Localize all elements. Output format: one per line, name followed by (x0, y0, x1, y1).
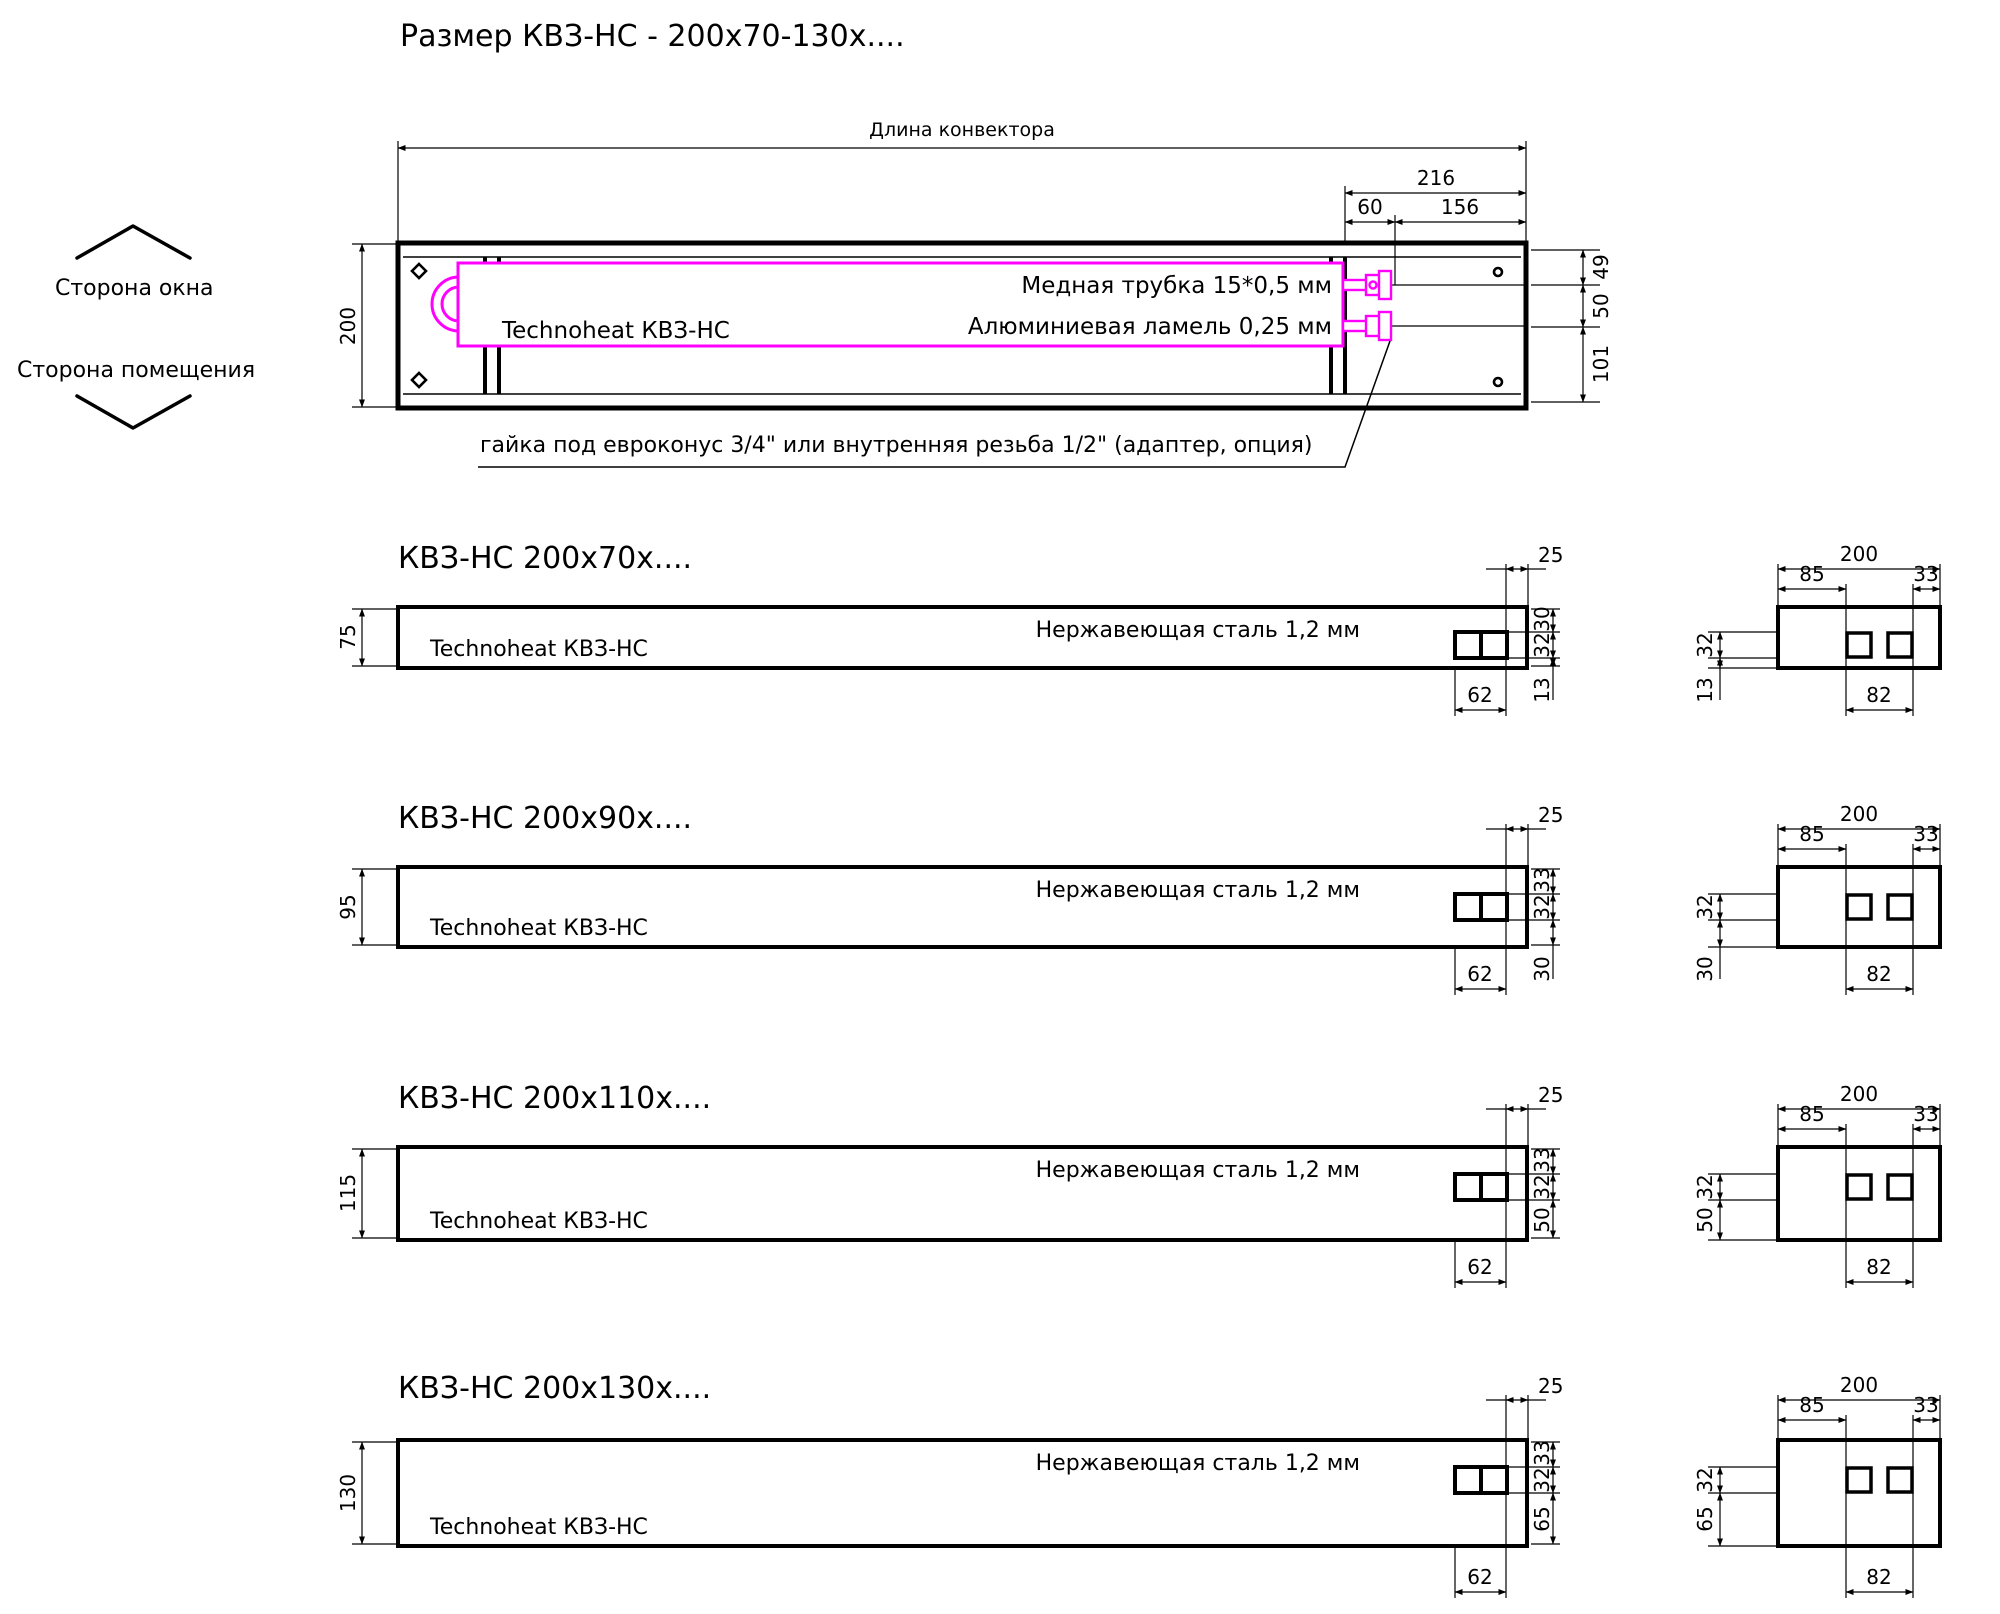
section-title: КВЗ-НС 200х110х.... (398, 1081, 712, 1116)
extension-lines (352, 824, 1560, 995)
tube-square-1 (1847, 633, 1871, 657)
brand-label-top-view: Technoheat КВЗ-НС (502, 318, 730, 344)
steel-label: Нержавеющая сталь 1,2 мм (1035, 1158, 1360, 1183)
u-bend-pipe (432, 277, 459, 331)
dim-label-seg-bot: 13 (1530, 677, 1554, 703)
room-side-label: Сторона помещения (17, 358, 256, 383)
dim-label-height: 130 (336, 1473, 360, 1513)
dim-label-25: 25 (1538, 543, 1564, 567)
section-title: КВЗ-НС 200х90х.... (398, 801, 693, 836)
brand-label: Technoheat КВЗ-НС (430, 916, 648, 941)
tube-square-1 (1847, 1175, 1871, 1199)
copper-tube-label: Медная трубка 15*0,5 мм (1021, 273, 1332, 299)
dim-label-156: 156 (1440, 195, 1480, 219)
aluminum-fin-label: Алюминиевая ламель 0,25 мм (967, 314, 1332, 340)
steel-label: Нержавеющая сталь 1,2 мм (1035, 1451, 1360, 1476)
extension-lines (352, 1395, 1560, 1598)
dim-label-seg-top: 33 (1530, 1440, 1554, 1466)
tube-square-1 (1847, 895, 1871, 919)
connection-fitting-bottom (1343, 312, 1391, 340)
dim-label-seg-bot: 30 (1530, 956, 1554, 982)
dim-label-seg-bot: 50 (1530, 1207, 1554, 1233)
dim-label-bot: 65 (1693, 1506, 1717, 1532)
dim-label-200: 200 (1839, 1373, 1879, 1397)
round-screw-hole-top (1494, 268, 1502, 276)
dim-label-62: 62 (1467, 683, 1493, 707)
end-view-200x90 (1693, 802, 1940, 995)
room-side-chevron-icon (77, 396, 190, 428)
dim-label-85: 85 (1799, 1393, 1825, 1417)
dim-label-216: 216 (1416, 166, 1456, 190)
steel-label: Нержавеющая сталь 1,2 мм (1035, 618, 1360, 643)
dim-label-height: 95 (336, 894, 360, 920)
section-title: КВЗ-НС 200х130х.... (398, 1371, 712, 1406)
steel-label: Нержавеющая сталь 1,2 мм (1035, 878, 1360, 903)
dim-label-62: 62 (1467, 1255, 1493, 1279)
dim-label-200: 200 (1839, 802, 1879, 826)
brand-label: Technoheat КВЗ-НС (430, 1209, 648, 1234)
dim-label-bot: 30 (1693, 956, 1717, 982)
dim-label-200: 200 (336, 306, 360, 346)
dim-label-49: 49 (1589, 254, 1613, 280)
dim-label-82: 82 (1866, 1255, 1892, 1279)
length-label: Длина конвектора (869, 119, 1055, 141)
tube-square-2 (1888, 895, 1912, 919)
section-title: КВЗ-НС 200х70х.... (398, 541, 693, 576)
dim-label-82: 82 (1866, 962, 1892, 986)
dim-label-seg-bot: 65 (1530, 1506, 1554, 1532)
dim-label-32: 32 (1693, 1467, 1717, 1493)
dim-label-seg-mid: 32 (1530, 632, 1554, 658)
dim-label-60: 60 (1357, 195, 1383, 219)
dim-label-82: 82 (1866, 683, 1892, 707)
dim-label-bot: 13 (1693, 677, 1717, 703)
brand-label: Technoheat КВЗ-НС (430, 637, 648, 662)
dim-label-85: 85 (1799, 1102, 1825, 1126)
extension-lines (1708, 1395, 1940, 1598)
tube-square-2 (1888, 633, 1912, 657)
dim-label-85: 85 (1799, 822, 1825, 846)
top-view (336, 119, 1613, 467)
dim-label-height: 75 (336, 624, 360, 650)
window-side-chevron-icon (77, 226, 190, 258)
brand-label: Technoheat КВЗ-НС (430, 1515, 648, 1540)
section-200x90 (336, 801, 1563, 995)
page-title: Размер КВЗ-НС - 200х70-130х.... (400, 19, 905, 54)
dim-label-33: 33 (1913, 822, 1939, 846)
dim-label-62: 62 (1467, 962, 1493, 986)
tube-square-2 (1888, 1468, 1912, 1492)
dim-label-33: 33 (1913, 1393, 1939, 1417)
dim-label-32: 32 (1693, 1174, 1717, 1200)
section-200x130 (336, 1371, 1563, 1598)
window-side-label: Сторона окна (55, 276, 214, 301)
dim-label-bot: 50 (1693, 1207, 1717, 1233)
dim-label-25: 25 (1538, 1374, 1564, 1398)
nut-note-label: гайка под евроконус 3/4" или внутренняя резьба 1/2" (адаптер, опция) (480, 433, 1313, 458)
dim-label-82: 82 (1866, 1565, 1892, 1589)
dim-label-200: 200 (1839, 1082, 1879, 1106)
dim-label-32: 32 (1693, 894, 1717, 920)
dim-label-33: 33 (1913, 562, 1939, 586)
dim-label-seg-top: 33 (1530, 867, 1554, 893)
section-200x110 (336, 1081, 1563, 1288)
dim-label-seg-mid: 32 (1530, 1174, 1554, 1200)
dim-label-32: 32 (1693, 632, 1717, 658)
dim-label-101: 101 (1589, 344, 1613, 384)
dim-label-85: 85 (1799, 562, 1825, 586)
dim-label-25: 25 (1538, 803, 1564, 827)
dim-label-200: 200 (1839, 542, 1879, 566)
dim-label-50: 50 (1589, 293, 1613, 319)
section-200x70 (336, 541, 1563, 716)
dim-label-seg-top: 33 (1530, 1147, 1554, 1173)
end-view-200x130 (1693, 1373, 1940, 1598)
dim-label-height: 115 (336, 1173, 360, 1213)
extension-lines (352, 1104, 1560, 1288)
connection-fitting-top (1343, 271, 1391, 299)
dim-label-seg-mid: 32 (1530, 1467, 1554, 1493)
tube-square-2 (1888, 1175, 1912, 1199)
orientation-legend (17, 226, 255, 428)
tube-square-1 (1847, 1468, 1871, 1492)
dim-label-25: 25 (1538, 1083, 1564, 1107)
dim-label-33: 33 (1913, 1102, 1939, 1126)
end-view-200x70 (1693, 542, 1940, 716)
dim-label-seg-mid: 32 (1530, 894, 1554, 920)
dim-label-62: 62 (1467, 1565, 1493, 1589)
diamond-screw-holes (412, 264, 426, 387)
end-view-200x110 (1693, 1082, 1940, 1288)
round-screw-hole-bottom (1494, 378, 1502, 386)
dim-label-seg-top: 30 (1530, 606, 1554, 632)
